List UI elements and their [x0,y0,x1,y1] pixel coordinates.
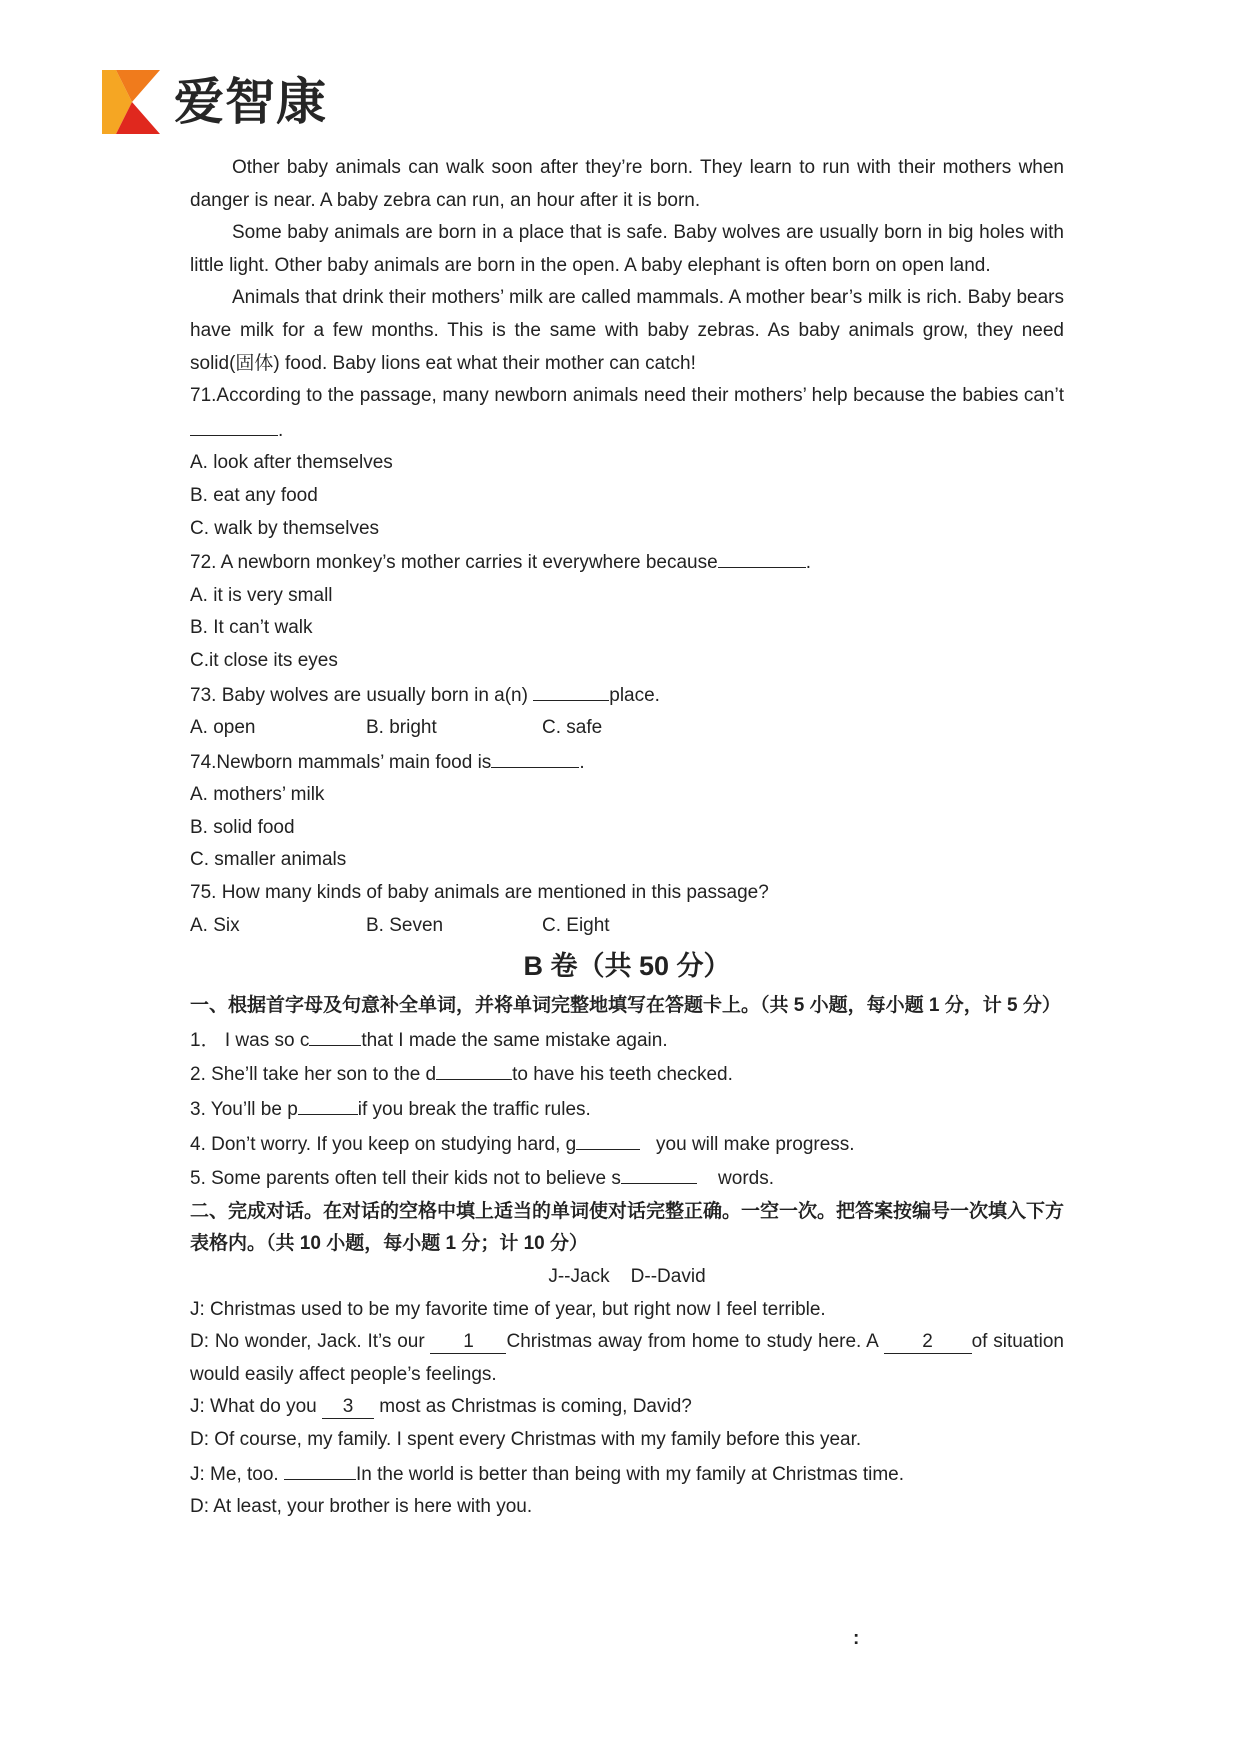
dialogue-line: J: Me, too. In the world is better than being with my family at Christmas time. [190,1457,1064,1492]
passage-paragraph: Some baby animals are born in a place that is safe. Baby wolves are usually born in big holes with little light. Other baby animals are born in the open. A baby elephant is often born on open land. [190,222,1064,276]
fill-item: 4. Don’t worry. If you keep on studying hard, g you will make progress. [190,1127,1064,1162]
part2-instruction: 二、完成对话。在对话的空格中填上适当的单词使对话完整正确。一空一次。把答案按编号一次填入下方表格内。（共 10 小题，每小题 1 分；计 10 分） [190,1200,1065,1255]
speaker-legend: J--Jack D--David [548,1266,706,1287]
footer-mark: : [853,1628,860,1649]
question-75: 75. How many kinds of baby animals are mentioned in this passage? [190,882,769,904]
options-row [190,712,1064,745]
answer-blank[interactable] [436,1057,512,1080]
option: A. Six [190,914,240,936]
answer-blank[interactable] [491,745,579,768]
part1-instruction: 一、根据首字母及句意补全单词，并将单词完整地填写在答题卡上。（共 5 小题，每小题 1 分，计 5 分） [190,995,1061,1017]
header-logo [102,70,327,134]
dialogue-blank-1[interactable]: 1 [430,1331,506,1354]
fill-item: 3. You’ll be p if you break the traffic rules. [190,1092,1064,1127]
option: B. Seven [366,914,444,936]
answer-blank[interactable] [576,1127,640,1150]
option: B. solid food [190,816,295,838]
option: C. safe [542,717,603,739]
fill-item: 5. Some parents often tell their kids not to believe s words. [190,1161,1064,1196]
question-73: 73. Baby wolves are usually born in a(n) place. [190,678,1064,713]
option: B. eat any food [190,484,318,506]
brand-name: 爱智康 [174,73,327,131]
section-title: B 卷（共 50 分） [523,951,731,982]
option: B. bright [366,717,437,739]
option: A. open [190,717,256,739]
answer-blank[interactable] [621,1161,697,1184]
document-body [190,152,1064,1524]
answer-blank[interactable] [298,1092,358,1115]
option: B. It can’t walk [190,617,313,639]
question-72: 72. A newborn monkey’s mother carries it everywhere because . [190,545,1064,580]
option: C. Eight [542,914,610,936]
option: C.it close its eyes [190,649,338,671]
dialogue-line: D: No wonder, Jack. It’s our 1 Christmas away from home to study here. A 2 of situation would easily affect people’s feelings. [190,1331,1064,1385]
dialogue-blank-2[interactable]: 2 [884,1331,972,1354]
answer-blank[interactable] [718,545,806,568]
dialogue-line: J: What do you 3 most as Christmas is coming, David? [190,1396,692,1418]
answer-blank[interactable] [309,1023,361,1046]
option: A. it is very small [190,584,333,606]
question-74: 74.Newborn mammals’ main food is . [190,745,1064,780]
dialogue-blank-3[interactable]: 3 [322,1396,374,1419]
answer-blank[interactable] [190,413,278,436]
passage-paragraph: Animals that drink their mothers’ milk are called mammals. A mother bear’s milk is rich. Baby bears have milk for a few months. This is the same with baby zebras. As baby animals grow, they need solid(固体) food. Baby lions eat what their mother can catch! [190,287,1064,374]
options-row [190,910,1064,943]
dialogue-line: J: Christmas used to be my favorite time of year, but right now I feel terrible. [190,1298,826,1320]
dialogue-line: D: Of course, my family. I spent every Christmas with my family before this year. [190,1428,862,1450]
option: C. smaller animals [190,849,347,871]
option: C. walk by themselves [190,517,380,539]
option: A. mothers’ milk [190,784,325,806]
fill-item: 2. She’ll take her son to the d to have his teeth checked. [190,1057,1064,1092]
question-71: 71.According to the passage, many newborn animals need their mothers’ help because the babies can’t . [190,385,1064,441]
answer-blank[interactable] [533,678,609,701]
dialogue-line: D: At least, your brother is here with you. [190,1496,533,1518]
passage-paragraph: Other baby animals can walk soon after they’re born. They learn to run with their mothers when danger is near. A baby zebra can run, an hour after it is born. [190,157,1064,211]
fill-item: 1． I was so c that I made the same mistake again. [190,1023,1064,1058]
dialogue-blank-4[interactable] [284,1457,356,1480]
option: A. look after themselves [190,452,393,474]
aizhikang-logo-icon [102,70,160,134]
